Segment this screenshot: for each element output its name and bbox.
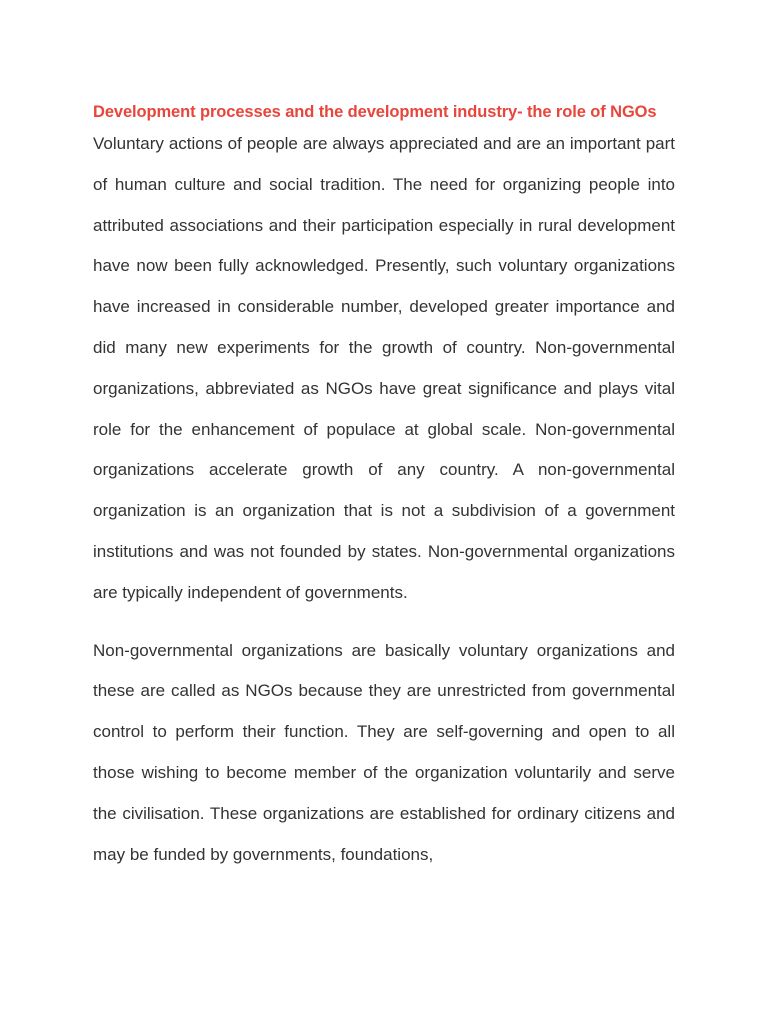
paragraph-1: Voluntary actions of people are always appreciated and are an important part of human culture and social tradition. The need for organizing people into attributed associations and their participation especially in rural development have now been fully acknowledged. Presently, such voluntary organizations have increased in considerable number, developed greater importance and did many new experiments for the growth of country. Non-governmental organizations, abbreviated as NGOs have great significance and plays vital role for the enhancement of populace at global scale. Non-governmental organizations accelerate growth of any country. A non-governmental organization is an organization that is not a subdivision of a government institutions and was not founded by states. Non-governmental organizations are typically independent of governments.	[93, 134, 675, 602]
document-page	[93, 98, 675, 875]
document-heading: Development processes and the development industry- the role of NGOs	[93, 103, 657, 121]
paragraph-2: Non-governmental organizations are basically voluntary organizations and these are called as NGOs because they are unrestricted from governmental control to perform their function. They are self-governing and open to all those wishing to become member of the organization voluntarily and serve the civilisation. These organizations are established for ordinary citizens and may be funded by governments, foundations,	[93, 640, 675, 864]
